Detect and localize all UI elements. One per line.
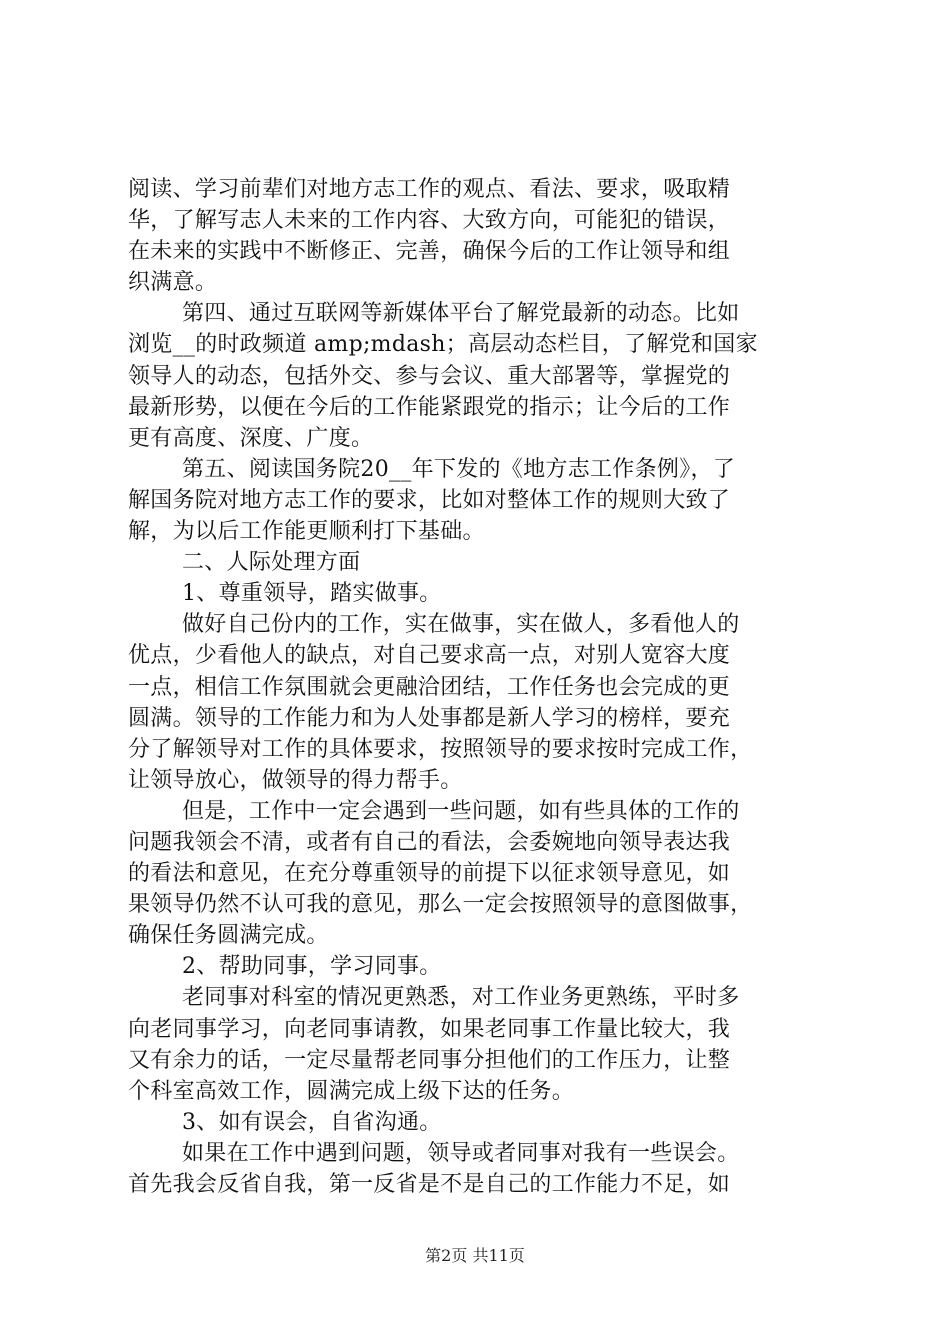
text-line: 华，了解写志人未来的工作内容、大致方向，可能犯的错误， [128,208,731,234]
text-line: 解，为以后工作能更顺利打下基础。 [128,519,485,545]
text-line: 分了解领导对工作的具体要求，按照领导的要求按时完成工作， [128,736,753,762]
text-line: 在未来的实践中不断修正、完善，确保今后的工作让领导和组 [128,239,731,265]
text-line: 老同事对科室的情况更熟悉，对工作业务更熟练，平时多 [182,985,740,1011]
text-line: 解国务院对地方志工作的要求，比如对整体工作的规则大致了 [128,487,731,513]
text-line: 做好自己份内的工作，实在做事，实在做人，多看他人的 [182,612,740,638]
text-line: 如果在工作中遇到问题，领导或者同事对我有一些误会。 [182,1140,740,1166]
text-line: 让领导放心，做领导的得力帮手。 [128,767,463,793]
text-line: 的看法和意见，在充分尊重领导的前提下以征求领导意见，如 [128,861,731,887]
text-line: 但是，工作中一定会遇到一些问题，如有些具体的工作的 [182,798,740,824]
text-line: 果领导仍然不认可我的意见，那么一定会按照领导的意图做事， [128,892,753,918]
text-line: 优点，少看他人的缺点，对自己要求高一点，对别人宽容大度 [128,643,731,669]
text-line: 更有高度、深度、广度。 [128,425,374,451]
text-line: 1、尊重领导，踏实做事。 [182,581,442,607]
text-line: 领导人的动态，包括外交、参与会议、重大部署等，掌握党的 [128,363,731,389]
text-line: 又有余力的话，一定尽量帮老同事分担他们的工作压力，让整 [128,1047,731,1073]
text-line: 一点，相信工作氛围就会更融洽团结，工作任务也会完成的更 [128,674,731,700]
text-line: 3、如有误会，自省沟通。 [182,1109,442,1135]
text-line: 圆满。领导的工作能力和为人处事都是新人学习的榜样，要充 [128,705,731,731]
text-line: 个科室高效工作，圆满完成上级下达的任务。 [128,1078,575,1104]
text-line: 问题我领会不清，或者有自己的看法，会委婉地向领导表达我 [128,829,731,855]
text-line: 向老同事学习，向老同事请教，如果老同事工作量比较大，我 [128,1016,731,1042]
text-line: 首先我会反省自我，第一反省是不是自己的工作能力不足，如 [128,1172,731,1197]
text-line: 浏览__的时政频道 amp;mdash；高层动态栏目，了解党和国家 [128,332,758,358]
text-line: 最新形势，以便在今后的工作能紧跟党的指示；让今后的工作 [128,394,731,420]
document-body [128,174,833,1200]
text-line: 确保任务圆满完成。 [128,923,329,949]
text-line: 织满意。 [128,270,218,296]
text-line: 二、人际处理方面 [182,550,361,576]
text-line: 2、帮助同事，学习同事。 [182,954,442,980]
page-footer: 第2页 共11页 [425,1246,525,1265]
text-line: 阅读、学习前辈们对地方志工作的观点、看法、要求，吸取精 [128,177,731,202]
text-line: 第四、通过互联网等新媒体平台了解党最新的动态。比如 [182,301,740,327]
text-line: 第五、阅读国务院20__年下发的《地方志工作条例》，了 [182,456,736,482]
